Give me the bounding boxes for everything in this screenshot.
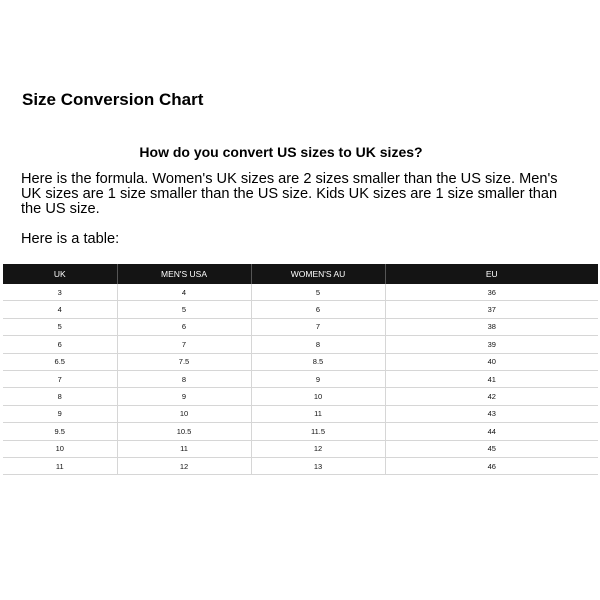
table-row	[3, 353, 598, 370]
cell-womens-au: 12	[251, 440, 385, 457]
cell-womens-au: 10	[251, 388, 385, 405]
cell-womens-au: 7	[251, 318, 385, 335]
cell-mens-usa: 5	[117, 301, 251, 318]
table-header-row	[3, 264, 598, 284]
cell-uk: 5	[3, 318, 117, 335]
cell-uk: 11	[3, 457, 117, 474]
page-title: Size Conversion Chart	[22, 90, 204, 109]
cell-mens-usa: 8	[117, 370, 251, 387]
cell-mens-usa: 6	[117, 318, 251, 335]
cell-eu: 38	[385, 318, 598, 335]
cell-eu: 44	[385, 423, 598, 440]
cell-uk: 9	[3, 405, 117, 422]
question-heading: How do you convert US sizes to UK sizes?	[139, 144, 423, 160]
cell-uk: 8	[3, 388, 117, 405]
formula-paragraph: Here is the formula. Women's UK sizes are 2 sizes smaller than the US size. Men's UK sizes are 1 size smaller than the US size. Kids UK sizes are 1 size smaller than the US size.	[21, 171, 558, 217]
cell-eu: 43	[385, 405, 598, 422]
table-row	[3, 336, 598, 353]
cell-womens-au: 8.5	[251, 353, 385, 370]
cell-uk: 7	[3, 370, 117, 387]
column-header-uk: UK	[3, 264, 117, 284]
cell-womens-au: 9	[251, 370, 385, 387]
cell-womens-au: 6	[251, 301, 385, 318]
column-header-mens-usa: MEN'S USA	[117, 264, 251, 284]
cell-mens-usa: 4	[117, 284, 251, 301]
cell-uk: 4	[3, 301, 117, 318]
cell-mens-usa: 11	[117, 440, 251, 457]
cell-womens-au: 8	[251, 336, 385, 353]
cell-eu: 40	[385, 353, 598, 370]
table-row	[3, 388, 598, 405]
cell-womens-au: 5	[251, 284, 385, 301]
table-row	[3, 318, 598, 335]
table-row	[3, 301, 598, 318]
cell-uk: 10	[3, 440, 117, 457]
column-header-eu: EU	[385, 264, 598, 284]
cell-uk: 6.5	[3, 353, 117, 370]
cell-eu: 39	[385, 336, 598, 353]
column-header-womens-au: WOMEN'S AU	[251, 264, 385, 284]
table-row	[3, 440, 598, 457]
cell-womens-au: 11.5	[251, 423, 385, 440]
cell-uk: 3	[3, 284, 117, 301]
table-row	[3, 457, 598, 474]
cell-mens-usa: 9	[117, 388, 251, 405]
table-row	[3, 405, 598, 422]
cell-womens-au: 13	[251, 457, 385, 474]
size-conversion-table	[3, 264, 598, 475]
cell-mens-usa: 12	[117, 457, 251, 474]
table-row	[3, 423, 598, 440]
cell-eu: 46	[385, 457, 598, 474]
cell-eu: 42	[385, 388, 598, 405]
table-row	[3, 284, 598, 301]
cell-uk: 6	[3, 336, 117, 353]
cell-uk: 9.5	[3, 423, 117, 440]
cell-mens-usa: 7.5	[117, 353, 251, 370]
cell-mens-usa: 10	[117, 405, 251, 422]
cell-eu: 45	[385, 440, 598, 457]
cell-mens-usa: 10.5	[117, 423, 251, 440]
cell-eu: 36	[385, 284, 598, 301]
cell-mens-usa: 7	[117, 336, 251, 353]
cell-eu: 41	[385, 370, 598, 387]
cell-eu: 37	[385, 301, 598, 318]
table-intro: Here is a table:	[21, 231, 120, 247]
cell-womens-au: 11	[251, 405, 385, 422]
table-row	[3, 370, 598, 387]
